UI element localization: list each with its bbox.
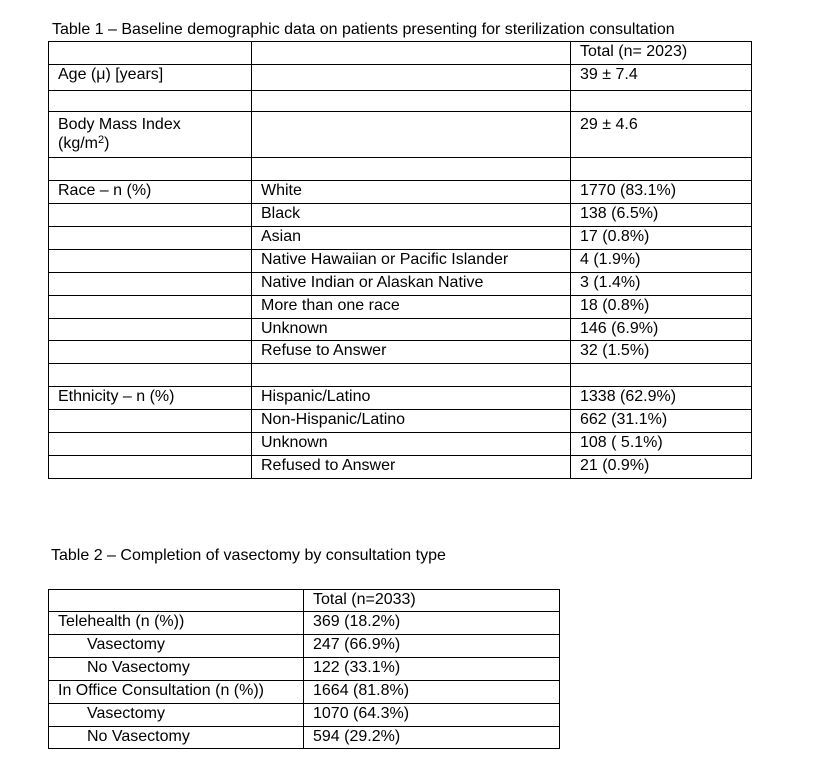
table2-caption: Table 2 – Completion of vasectomy by consultation type xyxy=(51,547,446,564)
outcome-value: 247 (66.9%) xyxy=(304,635,560,658)
table-row xyxy=(49,341,752,364)
ethnicity-value: 108 ( 5.1%) xyxy=(571,433,752,456)
race-category: Black xyxy=(252,204,571,227)
race-value: 1770 (83.1%) xyxy=(571,181,752,204)
table-row xyxy=(49,181,752,204)
vasectomy-table xyxy=(48,589,560,749)
table-header-row xyxy=(49,590,560,612)
header-total-cell: Total (n=2033) xyxy=(304,590,560,612)
race-value: 32 (1.5%) xyxy=(571,341,752,364)
race-category: Asian xyxy=(252,227,571,250)
ethnicity-category: Hispanic/Latino xyxy=(252,387,571,410)
bmi-label xyxy=(49,112,252,158)
table-row xyxy=(49,227,752,250)
table-row xyxy=(49,658,560,681)
table-row xyxy=(49,727,560,749)
bmi-label-line1: Body Mass Index xyxy=(58,116,181,133)
bmi-label-close: ) xyxy=(104,135,110,152)
ethnicity-value: 21 (0.9%) xyxy=(571,456,752,479)
table-row xyxy=(49,612,560,635)
table-row xyxy=(49,704,560,727)
table-row-bmi xyxy=(49,112,752,158)
header-total-cell: Total (n= 2023) xyxy=(571,42,752,65)
race-category: White xyxy=(252,181,571,204)
race-category: More than one race xyxy=(252,296,571,319)
age-value: 39 ± 7.4 xyxy=(571,65,752,91)
empty-cell xyxy=(252,112,571,158)
table-row xyxy=(49,296,752,319)
header-blank-cell xyxy=(49,42,252,65)
ethnicity-value: 662 (31.1%) xyxy=(571,410,752,433)
table-row xyxy=(49,681,560,704)
table-row xyxy=(49,433,752,456)
outcome-label: Vasectomy xyxy=(49,635,304,658)
consultation-type-label: In Office Consultation (n (%)) xyxy=(49,681,304,704)
outcome-label: No Vasectomy xyxy=(49,727,304,749)
table-row xyxy=(49,456,752,479)
race-label: Race – n (%) xyxy=(49,181,252,204)
spacer-row xyxy=(49,364,752,387)
table-row-age xyxy=(49,65,752,91)
race-value: 138 (6.5%) xyxy=(571,204,752,227)
ethnicity-category: Non-Hispanic/Latino xyxy=(252,410,571,433)
outcome-value: 594 (29.2%) xyxy=(304,727,560,749)
race-value: 146 (6.9%) xyxy=(571,319,752,341)
outcome-label: No Vasectomy xyxy=(49,658,304,681)
race-category: Refuse to Answer xyxy=(252,341,571,364)
bmi-value: 29 ± 4.6 xyxy=(571,112,752,158)
outcome-value: 1070 (64.3%) xyxy=(304,704,560,727)
bmi-label-sup: 2 xyxy=(98,134,105,146)
empty-cell xyxy=(252,65,571,91)
table-row xyxy=(49,387,752,410)
table-row xyxy=(49,635,560,658)
race-value: 18 (0.8%) xyxy=(571,296,752,319)
bmi-label-unit: (kg/m xyxy=(58,135,98,152)
header-blank-cell xyxy=(252,42,571,65)
header-blank-cell xyxy=(49,590,304,612)
race-category: Unknown xyxy=(252,319,571,341)
consultation-value: 1664 (81.8%) xyxy=(304,681,560,704)
race-value: 17 (0.8%) xyxy=(571,227,752,250)
table-header-row xyxy=(49,42,752,65)
consultation-value: 369 (18.2%) xyxy=(304,612,560,635)
consultation-type-label: Telehealth (n (%)) xyxy=(49,612,304,635)
table-row xyxy=(49,319,752,341)
ethnicity-label: Ethnicity – n (%) xyxy=(49,387,252,410)
race-value: 3 (1.4%) xyxy=(571,273,752,296)
table-row xyxy=(49,250,752,273)
ethnicity-category: Unknown xyxy=(252,433,571,456)
outcome-label: Vasectomy xyxy=(49,704,304,727)
race-value: 4 (1.9%) xyxy=(571,250,752,273)
table1-caption: Table 1 – Baseline demographic data on patients presenting for sterilization consultation xyxy=(52,21,675,38)
demographics-table xyxy=(48,41,752,479)
table-row xyxy=(49,410,752,433)
spacer-row xyxy=(49,91,752,112)
age-label: Age (μ) [years] xyxy=(49,65,252,91)
table-row xyxy=(49,273,752,296)
ethnicity-value: 1338 (62.9%) xyxy=(571,387,752,410)
outcome-value: 122 (33.1%) xyxy=(304,658,560,681)
race-category: Native Hawaiian or Pacific Islander xyxy=(252,250,571,273)
table-row xyxy=(49,204,752,227)
spacer-row xyxy=(49,158,752,181)
race-category: Native Indian or Alaskan Native xyxy=(252,273,571,296)
ethnicity-category: Refused to Answer xyxy=(252,456,571,479)
